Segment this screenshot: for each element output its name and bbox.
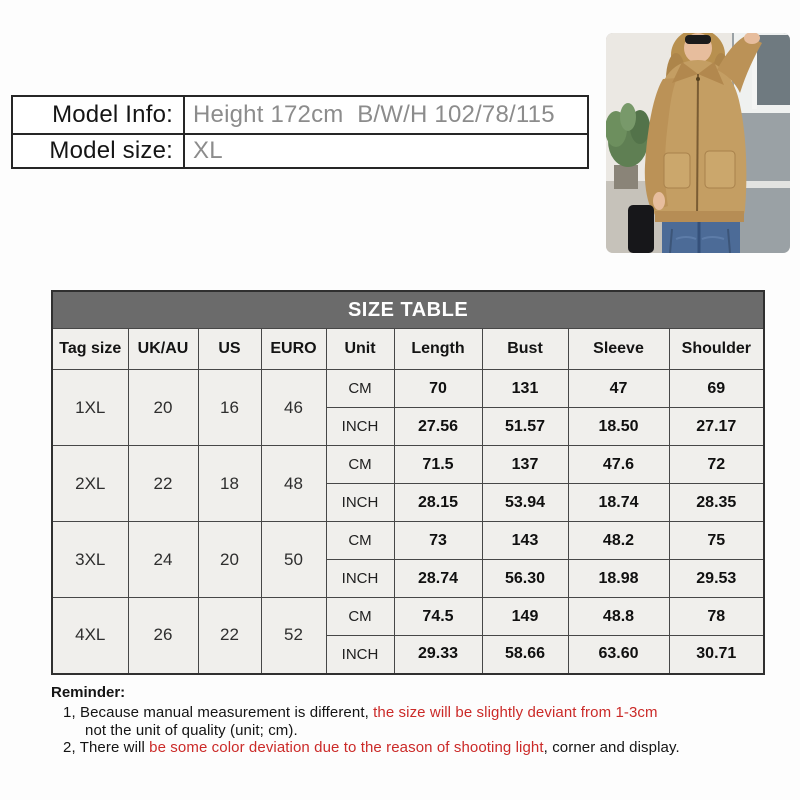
lowered-hand <box>653 192 665 210</box>
cell-bust-inch: 58.66 <box>482 636 568 674</box>
reminder-text: not the unit of quality (unit; cm). <box>85 721 298 739</box>
model-info-box <box>11 95 589 169</box>
model-photo-illustration <box>606 33 790 253</box>
cell-uk-au: 22 <box>128 446 198 522</box>
zipper-pull <box>696 77 700 81</box>
reminder-text: , corner and display. <box>543 739 680 756</box>
model-info-label: Model Info: <box>13 97 185 133</box>
reminder-text-red: the size will be slightly deviant from 1-3cm <box>373 704 658 721</box>
cell-tag-size: 3XL <box>52 522 128 598</box>
col-header-bust: Bust <box>482 329 568 370</box>
cell-shoulder-cm: 72 <box>669 446 764 484</box>
col-header-euro: EURO <box>261 329 326 370</box>
cell-length-cm: 71.5 <box>394 446 482 484</box>
cell-shoulder-inch: 30.71 <box>669 636 764 674</box>
size-table-title: SIZE TABLE <box>52 291 764 329</box>
cell-unit-cm: CM <box>326 446 394 484</box>
cell-shoulder-inch: 28.35 <box>669 484 764 522</box>
reminder-item-1 <box>63 704 680 722</box>
reminder-text: 1, Because manual measurement is different, <box>63 704 374 721</box>
cell-bust-cm: 149 <box>482 598 568 636</box>
cell-sleeve-cm: 48.2 <box>568 522 669 560</box>
model-info-row <box>13 97 587 133</box>
model-size-row <box>13 133 587 167</box>
cell-unit-inch: INCH <box>326 560 394 598</box>
size-table-title-row <box>52 291 764 329</box>
col-header-length: Length <box>394 329 482 370</box>
cell-euro: 46 <box>261 370 326 446</box>
cell-unit-cm: CM <box>326 598 394 636</box>
cell-unit-cm: CM <box>326 522 394 560</box>
cell-length-cm: 70 <box>394 370 482 408</box>
cell-sleeve-inch: 18.50 <box>568 408 669 446</box>
cell-unit-inch: INCH <box>326 484 394 522</box>
cell-sleeve-cm: 47.6 <box>568 446 669 484</box>
pocket-left <box>664 153 690 188</box>
hem-band <box>655 211 744 222</box>
cell-uk-au: 26 <box>128 598 198 674</box>
cell-shoulder-cm: 69 <box>669 370 764 408</box>
reminder-item-1-continued <box>85 722 680 740</box>
col-header-tag-size: Tag size <box>52 329 128 370</box>
model-photo <box>606 33 790 253</box>
cell-bust-cm: 143 <box>482 522 568 560</box>
cell-bust-cm: 137 <box>482 446 568 484</box>
cell-sleeve-inch: 18.98 <box>568 560 669 598</box>
cell-us: 22 <box>198 598 261 674</box>
handbag <box>628 205 654 253</box>
cell-unit-cm: CM <box>326 370 394 408</box>
cell-sleeve-cm: 47 <box>568 370 669 408</box>
cell-sleeve-cm: 48.8 <box>568 598 669 636</box>
model-size-value: XL <box>193 137 223 164</box>
reminder-text: 2, There will <box>63 739 150 756</box>
model-size-label: Model size: <box>13 135 185 167</box>
size-table-header-row <box>52 329 764 370</box>
col-header-unit: Unit <box>326 329 394 370</box>
table-row <box>52 598 764 636</box>
cell-unit-inch: INCH <box>326 636 394 674</box>
reminder-heading: Reminder: <box>51 684 126 701</box>
cell-us: 16 <box>198 370 261 446</box>
zipper <box>697 74 698 221</box>
cell-tag-size: 2XL <box>52 446 128 522</box>
cell-euro: 52 <box>261 598 326 674</box>
reminder-text-red: be some color deviation due to the reason of shooting light <box>149 739 544 756</box>
size-table <box>51 290 765 675</box>
cell-uk-au: 20 <box>128 370 198 446</box>
cell-euro: 48 <box>261 446 326 522</box>
reminder-item-2 <box>63 739 680 757</box>
col-header-shoulder: Shoulder <box>669 329 764 370</box>
col-header-sleeve: Sleeve <box>568 329 669 370</box>
cell-us: 20 <box>198 522 261 598</box>
cell-us: 18 <box>198 446 261 522</box>
cell-sleeve-inch: 18.74 <box>568 484 669 522</box>
pocket-right <box>705 151 735 188</box>
cell-shoulder-inch: 29.53 <box>669 560 764 598</box>
cell-tag-size: 4XL <box>52 598 128 674</box>
cell-shoulder-inch: 27.17 <box>669 408 764 446</box>
cell-shoulder-cm: 75 <box>669 522 764 560</box>
sunglasses <box>685 35 711 44</box>
cell-length-inch: 28.15 <box>394 484 482 522</box>
cell-shoulder-cm: 78 <box>669 598 764 636</box>
cell-tag-size: 1XL <box>52 370 128 446</box>
cell-bust-inch: 51.57 <box>482 408 568 446</box>
cell-euro: 50 <box>261 522 326 598</box>
cell-length-cm: 73 <box>394 522 482 560</box>
model-info-value: Height 172cm B/W/H 102/78/115 <box>193 101 555 128</box>
cell-length-inch: 27.56 <box>394 408 482 446</box>
table-row <box>52 446 764 484</box>
col-header-us: US <box>198 329 261 370</box>
table-row <box>52 370 764 408</box>
cell-unit-inch: INCH <box>326 408 394 446</box>
cell-sleeve-inch: 63.60 <box>568 636 669 674</box>
cell-bust-inch: 56.30 <box>482 560 568 598</box>
jeans <box>662 222 740 253</box>
cell-length-cm: 74.5 <box>394 598 482 636</box>
col-header-uk-au: UK/AU <box>128 329 198 370</box>
cell-bust-inch: 53.94 <box>482 484 568 522</box>
cell-length-inch: 28.74 <box>394 560 482 598</box>
cell-bust-cm: 131 <box>482 370 568 408</box>
reminder-section <box>51 684 680 757</box>
cell-length-inch: 29.33 <box>394 636 482 674</box>
cell-uk-au: 24 <box>128 522 198 598</box>
table-row <box>52 522 764 560</box>
